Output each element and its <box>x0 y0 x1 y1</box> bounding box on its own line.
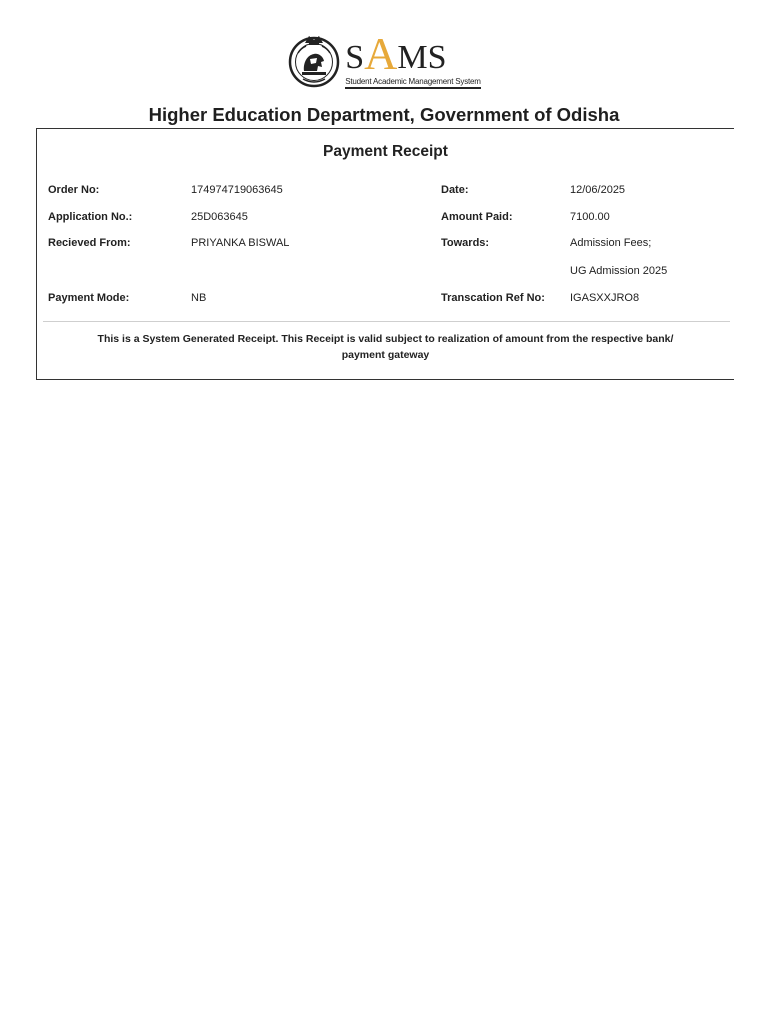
towards-label: Towards: <box>441 237 490 249</box>
application-no-value: 25D063645 <box>191 211 248 223</box>
application-no-label: Application No.: <box>48 211 133 223</box>
order-no-value: 174974719063645 <box>191 184 283 196</box>
logo-row <box>0 28 768 92</box>
amount-paid-label: Amount Paid: <box>441 211 513 223</box>
sams-letters-ms: MS <box>397 39 447 76</box>
transaction-ref-label: Transcation Ref No: <box>441 292 545 304</box>
department-title: Higher Education Department, Government of Odisha <box>148 104 620 125</box>
sams-logo <box>345 28 481 89</box>
receipt-title: Payment Receipt <box>323 143 448 160</box>
received-from-value: PRIYANKA BISWAL <box>191 237 290 249</box>
sams-letter-s: S <box>345 39 365 76</box>
header <box>0 28 768 126</box>
towards-value-line1: Admission Fees; <box>570 237 652 249</box>
payment-mode-value: NB <box>191 292 207 304</box>
receipt-divider <box>43 321 730 322</box>
order-no-label: Order No: <box>48 184 100 196</box>
odisha-emblem-icon <box>287 31 341 89</box>
receipt-footnote: This is a System Generated Receipt. This Receipt is valid subject to realization of amount from the respective bank/ payment gateway <box>97 333 674 361</box>
date-label: Date: <box>441 184 469 196</box>
payment-receipt-box <box>36 128 734 380</box>
transaction-ref-value: IGASXXJRO8 <box>570 292 640 304</box>
sams-letter-a: A <box>364 28 398 79</box>
payment-mode-label: Payment Mode: <box>48 292 130 304</box>
received-from-label: Recieved From: <box>48 237 131 249</box>
date-value: 12/06/2025 <box>570 184 626 196</box>
towards-value-line2: UG Admission 2025 <box>570 265 668 277</box>
sams-wordmark <box>345 28 447 79</box>
sams-tagline: Student Academic Management System <box>345 77 481 89</box>
amount-paid-value: 7100.00 <box>570 211 610 223</box>
